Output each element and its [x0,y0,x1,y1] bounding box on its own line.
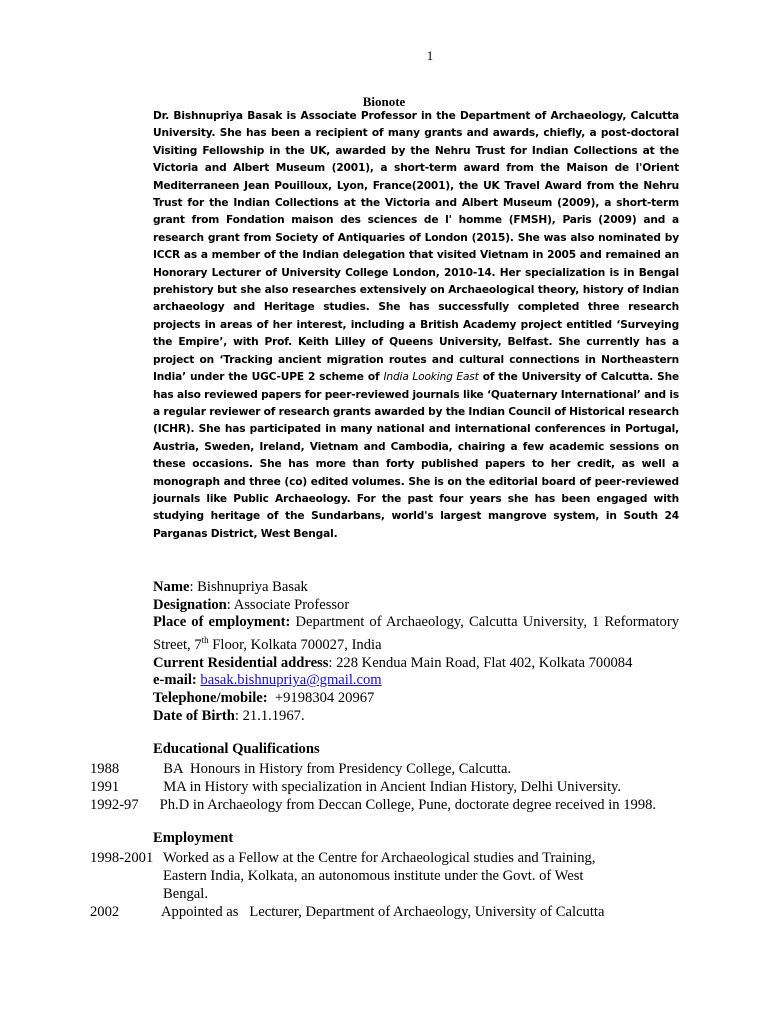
place-of-employment-row [153,614,679,654]
bionote-text-part-2: of the University of Calcutta. She has also reviewed papers for peer-reviewed journals like ‘Quaternary International’ and is a regular reviewer of research grants awarded by the Indian Council of Historical research (ICHR). She has participated in many national and international conferences in Portugal, Austria, Sweden, Ireland, Vietnam and Cambodia, chairing a few academic sessions on these occasions. She has more than forty published papers to her credit, as well a monograph and three (co) edited volumes. She is on the editorial board of peer-reviewed journals like Public Archaeology. For the past four years she has been engaged with studying heritage of the Sundarbans, world's largest mangrove system, in South 24 Parganas District, West Bengal. [153,371,679,540]
education-list [90,760,690,814]
designation-row [153,597,679,615]
employment-text: Appointed as Lecturer, Department of Archaeology, University of Calcutta [161,904,605,920]
bionote-paragraph [153,108,679,543]
employment-text-line: Eastern India, Kolkata, an autonomous institute under the Govt. of West [163,868,584,884]
name-row [153,579,679,597]
address-value: : 228 Kendua Main Road, Flat 402, Kolkata 700084 [328,654,633,671]
employment-text-line: Bengal. [163,886,208,902]
page-number: 1 [426,48,434,63]
phone-value: +9198304 20967 [267,690,375,707]
designation-value: : Associate Professor [226,596,350,613]
dob-row [153,708,679,726]
education-year: 1991 [90,779,120,795]
employment-row [90,849,690,903]
education-year: 1988 [90,761,120,777]
education-year: 1992-97 [90,797,139,813]
employment-heading: Employment [153,830,234,846]
address-row [153,655,679,673]
employment-row [90,903,690,921]
education-text: Ph.D in Archaeology from Deccan College, Pune, doctorate degree received in 1998. [156,797,657,813]
bionote-heading: Bionote [362,94,406,109]
education-row [90,796,690,814]
employment-text [163,849,595,903]
personal-details [153,579,679,725]
phone-row [153,690,679,708]
place-superscript: th [201,635,209,646]
bionote-italic-scheme-name: India Looking East [383,371,479,384]
email-row [153,672,679,690]
name-label: Name [153,579,190,595]
address-label: Current Residential address [153,654,329,671]
education-text: BA Honours in History from Presidency College, Calcutta. [156,761,512,777]
education-text: MA in History with specialization in Ancient Indian History, Delhi University. [156,779,622,795]
designation-label: Designation [153,596,227,613]
employment-year: 2002 [90,904,120,920]
bionote-text-part-1: Dr. Bishnupriya Basak is Associate Professor in the Department of Archaeology, Calcutta University. She has been a recipient of many grants and awards, chiefly, a post-doctoral Visiting Fellowship in the UK, awarded by the Nehru Trust for Indian Collections at the Victoria and Albert Museum (2001), a short-term award from the Maison de l'Orient Mediterraneen Jean Pouilloux, Lyon, France(2001), the UK Travel Award from the Nehru Trust for the Indian Collections at the Victoria and Albert Museum (2009), a short-term grant from Fondation maison des sciences de l' homme (FMSH), Paris (2009) and a research grant from Society of Antiquaries of London (2015). She was also nominated by ICCR as a member of the Indian delegation that visited Vietnam in 2005 and remained an Honorary Lecturer of University College London, 2010-14. Her specialization is in Bengal prehistory but she also researches extensively on Archaeological theory, history of Indian archaeology and Heritage studies. She has successfully completed three research projects in areas of her interest, including a British Academy project entitled ‘Surveying the Empire’, with Prof. Keith Lilley of Queens University, Belfast. She currently has a project on ‘Tracking ancient migration routes and cultural connections in Northeastern India’ under the UGC-UPE 2 scheme of [153,110,679,384]
education-heading: Educational Qualifications [153,741,320,757]
employment-text-line: Worked as a Fellow at the Centre for Archaeological studies and Training, [163,850,596,866]
place-value-2: Floor, Kolkata 700027, India [208,636,382,653]
employment-list [90,849,690,921]
education-row [90,778,690,796]
employment-year: 1998-2001 [90,850,154,866]
education-row [90,760,690,778]
name-value: : Bishnupriya Basak [189,579,308,595]
dob-label: Date of Birth [153,707,235,724]
place-label: Place of employment: [153,614,291,631]
place-value-1: Department of Archaeology, Calcutta University, 1 Reformatory Street, 7 [153,614,679,653]
phone-label: Telephone/mobile: [153,690,268,707]
email-label: e-mail: [153,672,197,689]
email-link[interactable]: basak.bishnupriya@gmail.com [200,672,382,689]
dob-value: : 21.1.1967. [234,707,305,724]
